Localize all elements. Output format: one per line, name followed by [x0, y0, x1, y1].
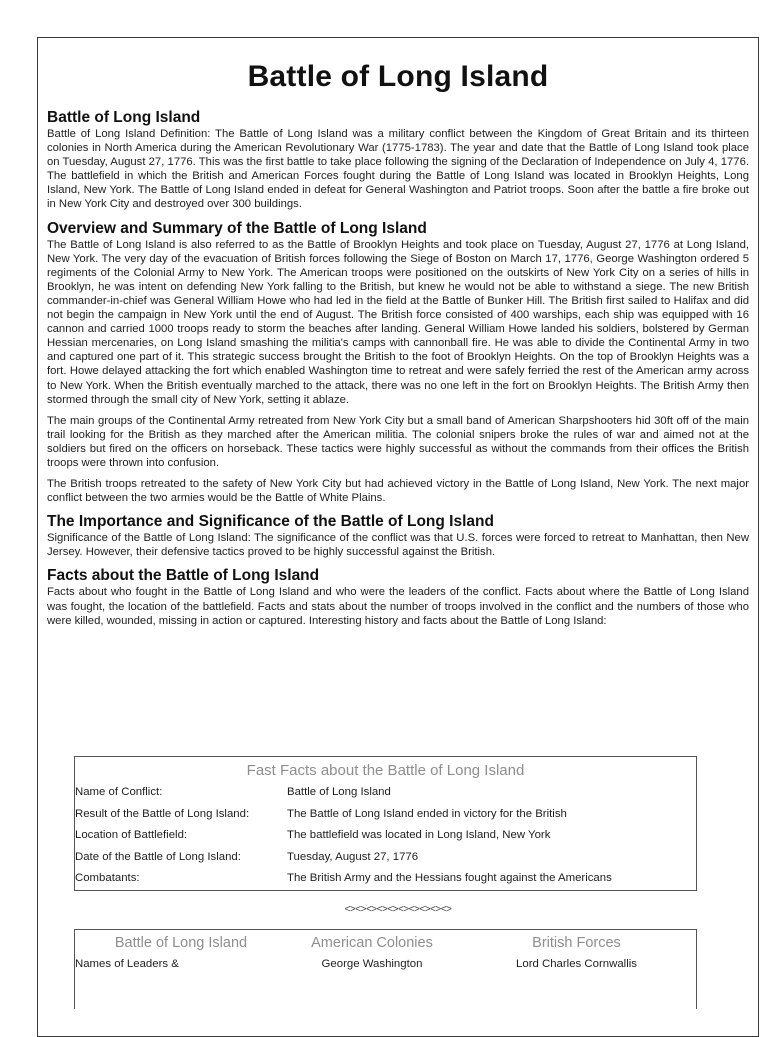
section-paragraph: The British troops retreated to the safety of New York City but had achieved victory in the Battle of Long Island, New York. The next major conflict between the two armies would be the Battle of White Plains. [47, 478, 749, 505]
article-body [47, 38, 749, 635]
section-paragraph: Facts about who fought in the Battle of Long Island and who were the leaders of the conflict. Facts about where the Battle of Long Island was fought, the location of the battlefield. Facts and stats about the number of troops involved in the conflict and the numbers of those who were killed, wounded, missing in action or captured. Interesting history and facts about the Battle of Long Island: [47, 586, 749, 627]
section-heading: Overview and Summary of the Battle of Long Island [47, 219, 427, 237]
fact-value: The battlefield was located in Long Island, New York [287, 829, 551, 841]
section-paragraph: Battle of Long Island Definition: The Battle of Long Island was a military conflict between the Kingdom of Great Britain and its thirteen colonies in North America during the American Revolutionary War (1775-1783). The year and date that the Battle of Long Island took place on Tuesday, August 27, 1776. This was the first battle to take place following the signing of the Declaration of Independence on July 4, 1776. The battlefield in which the British and American Forces fought during the Battle of Long Island was located in Brooklyn Heights, Long Island, New York. The Battle of Long Island ended in defeat for General Washington and Patriot troops. Soon after the battle a fire broke out in New York City and destroyed over 300 buildings. [47, 128, 749, 211]
fast-facts-title: Fast Facts about the Battle of Long Island [246, 762, 525, 779]
table-row [75, 825, 696, 847]
table-row [75, 804, 696, 826]
fact-label: Location of Battlefield: [75, 829, 188, 841]
table-row [75, 955, 696, 973]
column-header: Battle of Long Island [114, 935, 248, 951]
fact-value: The British Army and the Hessians fought against the Americans [287, 872, 612, 884]
document-page [37, 37, 759, 1037]
section-heading: The Importance and Significance of the Battle of Long Island [47, 513, 494, 531]
column-header: American Colonies [311, 935, 433, 951]
fact-label: Name of Conflict: [75, 786, 163, 798]
table-row [75, 782, 696, 804]
section-overview [47, 219, 749, 506]
fact-value: Tuesday, August 27, 1776 [287, 850, 419, 863]
section-paragraph: The main groups of the Continental Army retreated from New York City but a small band of American Sharpshooters hid 30ft off of the main trail looking for the British as they marched after the American militia. The colonial snipers broke the rules of war and aimed not at the soldiers but fired on the officers on horseback. These tactics were highly successful as without the commands from their offices the British troops were thrown into confusion. [47, 414, 749, 469]
section-facts [47, 566, 749, 627]
row-label: Names of Leaders & [75, 958, 179, 970]
fact-value: Battle of Long Island [287, 786, 391, 798]
decorative-separator: <><><><><><><><><><> [344, 904, 452, 915]
page-title: Battle of Long Island [247, 60, 549, 93]
column-header: British Forces [532, 935, 621, 951]
section-heading: Battle of Long Island [47, 109, 201, 126]
section-paragraph: Significance of the Battle of Long Island: The significance of the conflict was that U.S. forces were forced to retreat to Manhattan, then New Jersey. However, their defensive tactics proved to be highly successful against the British. [47, 532, 749, 559]
fact-value: The Battle of Long Island ended in victory for the British [287, 807, 567, 820]
fact-label: Date of the Battle of Long Island: [75, 850, 241, 863]
fast-facts-table [74, 756, 697, 891]
american-leader: George Washington [321, 958, 423, 970]
table-row [75, 847, 696, 869]
fact-label: Result of the Battle of Long Island: [75, 807, 250, 820]
section-significance [47, 512, 749, 559]
table-row [75, 868, 696, 890]
table-header-row [75, 935, 696, 955]
british-leader: Lord Charles Cornwallis [516, 958, 637, 970]
fact-label: Combatants: [75, 872, 140, 884]
section-heading: Facts about the Battle of Long Island [47, 567, 320, 585]
section-definition [47, 108, 749, 212]
section-paragraph: The Battle of Long Island is also referred to as the Battle of Brooklyn Heights and took place on Tuesday, August 27, 1776 at Long Island, New York. The very day of the evacuation of British forces following the Siege of Boston on March 17, 1776, George Washington ordered 5 regiments of the Colonial Army to New York. The American troops were positioned on the outskirts of New York City on a series of hills in Brooklyn, he was intent on defending New York falling to the British, but knew he would not be able to withstand a siege. The new British commander-in-chief was General William Howe who had led in the field at the Battle of Bunker Hill. The British first sailed to Halifax and did not begin the campaign in New York until the end of August. The British force consisted of 400 warships, each ship was equipped with 16 cannon and carried 1000 troops ready to storm the beaches after landing. General William Howe landed his soldiers, bolstered by German Hessian mercenaries, on Long Island smashing the militia's camps with cannonball fire. He was able to divide the Continental Army in two and captured one part of it. This strategic success brought the British to the foot of Brooklyn Heights. On the top of Brooklyn Heights was a fort. Howe delayed attacking the fort which enabled Washington time to retreat and were safely ferried the rest of the American army across to New York. When the British eventually marched to the attack, there was no one left in the fort on Brooklyn Heights. The British Army then stormed through the small city of New York, setting it ablaze. [47, 238, 749, 406]
leaders-table [74, 929, 697, 1009]
